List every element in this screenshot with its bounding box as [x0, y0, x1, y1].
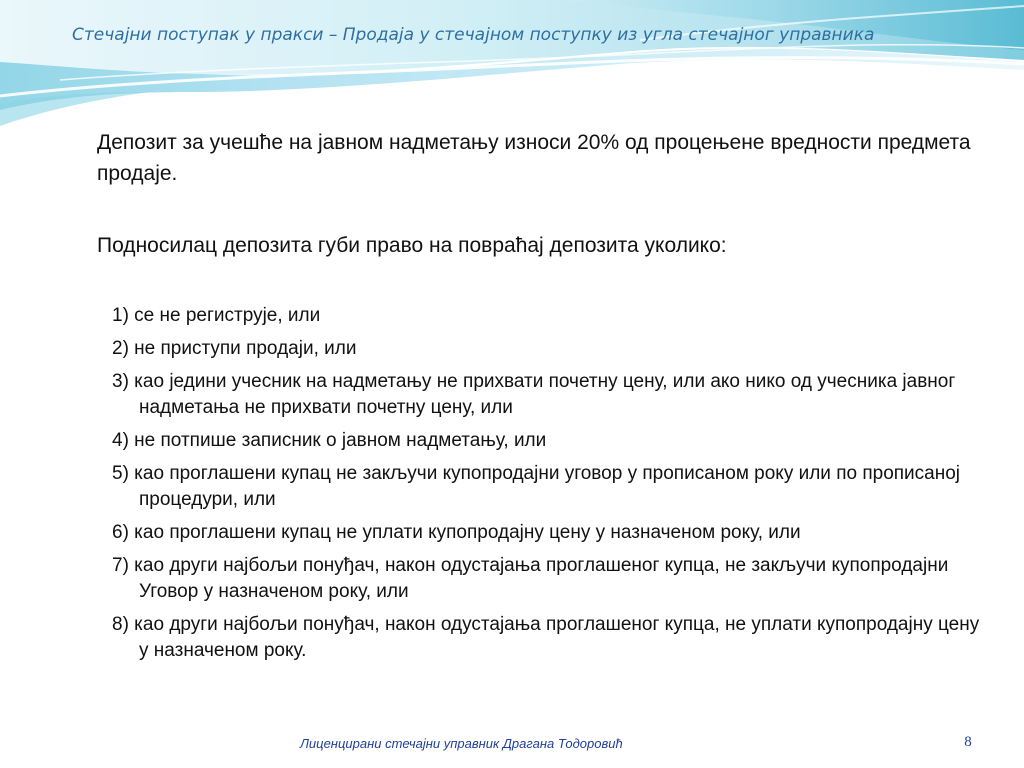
footer-author: Лиценцирани стечајни управник Драгана Тодоровић	[300, 736, 623, 751]
condition-item-5: 5) као проглашени купац не закључи купопродајни уговор у прописаном року или по прописаној процедури, или	[112, 463, 971, 510]
condition-item-8: 8) као други најбољи понуђач, након одустајања проглашеног купца, не уплати купопродајну цену у назначеном року.	[112, 614, 985, 661]
condition-item-7: 7) као други најбољи понуђач, након одустајања проглашеног купца, не закључи купопродајни Уговор у назначеном року, или	[112, 555, 965, 602]
conditions-list	[112, 303, 992, 671]
condition-item-2: 2) не приступи продаји, или	[112, 338, 357, 359]
condition-item-4: 4) не потпише записник о јавном надметању, или	[112, 430, 547, 451]
deposit-paragraph: Депозит за учешће на јавном надметању износи 20% од процењене вредности предмета продаје.	[97, 131, 971, 185]
condition-item-3: 3) као једини учесник на надметању не прихвати почетну цену, или ако нико од учесника јавног надметања не прихвати почетну цену, или	[112, 371, 966, 418]
condition-item-6: 6) као проглашени купац не уплати купопродајну цену у назначеном року, или	[112, 522, 801, 543]
deposit-loss-intro: Подносилац депозита губи право на повраћај депозита уколико:	[97, 234, 727, 257]
condition-item-1: 1) се не региструје, или	[112, 305, 321, 326]
page-number: 8	[964, 734, 972, 750]
slide-title: Стечајни поступак у пракси – Продаја у стечајном поступку из угла стечајног управника	[72, 25, 875, 45]
header-wave-decoration	[0, 0, 1024, 130]
